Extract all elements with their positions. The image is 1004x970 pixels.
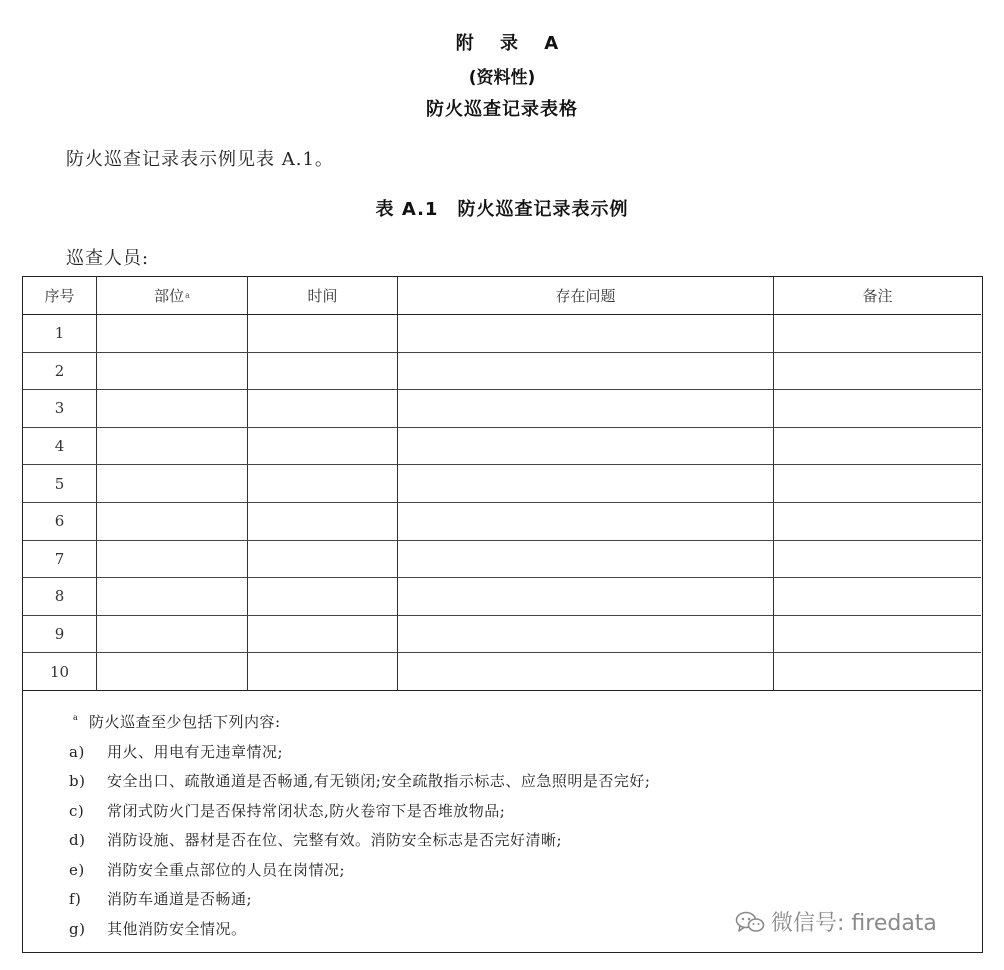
row-index: 10 [23, 653, 97, 690]
footnote-intro [69, 708, 981, 738]
row-remarks [774, 390, 981, 427]
row-location [97, 503, 248, 540]
appendix-title: 附 录 A [455, 33, 569, 54]
footnote-item-text: 常闭式防火门是否保持常闭状态,防火卷帘下是否堆放物品; [107, 801, 506, 820]
row-remarks [774, 353, 981, 390]
table-row [23, 390, 981, 428]
row-issues [398, 390, 774, 427]
row-index: 3 [23, 390, 97, 427]
row-time [248, 353, 398, 390]
appendix-type: (资料性) [468, 68, 536, 88]
row-index: 1 [23, 315, 97, 352]
footnote-item [69, 767, 981, 797]
table-row [23, 578, 981, 616]
footnote-item-mark: d) [69, 831, 86, 849]
row-location [97, 578, 248, 615]
table-row [23, 503, 981, 541]
table-row [23, 315, 981, 353]
table-row [23, 653, 981, 691]
row-issues [398, 465, 774, 502]
header-time: 时间 [248, 277, 398, 314]
row-remarks [774, 653, 981, 690]
row-time [248, 578, 398, 615]
row-location [97, 541, 248, 578]
footnote-item-mark: c) [69, 801, 85, 820]
footnote-item-mark: a) [69, 742, 85, 761]
footnote-item-text: 安全出口、疏散通道是否畅通,有无锁闭;安全疏散指示标志、应急照明是否完好; [107, 772, 651, 790]
footnote-item [69, 738, 981, 768]
watermark [735, 906, 937, 937]
row-index: 4 [23, 428, 97, 465]
table-row [23, 353, 981, 391]
wechat-icon [735, 910, 765, 934]
row-location [97, 353, 248, 390]
row-time [248, 428, 398, 465]
row-location [97, 315, 248, 352]
watermark-text: 微信号: firedata [771, 911, 937, 936]
row-remarks [774, 616, 981, 653]
table-header-row [23, 277, 981, 315]
footnote-item-mark: e) [69, 860, 85, 879]
row-remarks [774, 503, 981, 540]
row-index: 7 [23, 541, 97, 578]
footnote-item-text: 消防车通道是否畅通; [107, 890, 253, 908]
header-remarks: 备注 [862, 287, 893, 305]
footnote-item [69, 826, 981, 856]
row-issues [398, 503, 774, 540]
row-issues [398, 541, 774, 578]
row-location [97, 465, 248, 502]
footnote-item-text: 消防安全重点部位的人员在岗情况; [107, 860, 346, 879]
table-row [23, 616, 981, 654]
header-issues: 存在问题 [398, 277, 774, 314]
row-issues [398, 578, 774, 615]
table-row [23, 465, 981, 503]
row-time [248, 616, 398, 653]
row-remarks [774, 578, 981, 615]
appendix-name: 防火巡查记录表格 [426, 99, 578, 120]
row-time [248, 315, 398, 352]
patrol-record-table [22, 276, 983, 953]
header-index: 序号 [23, 277, 97, 314]
row-index: 2 [23, 353, 97, 390]
row-issues [398, 428, 774, 465]
row-time [248, 503, 398, 540]
row-issues [398, 653, 774, 690]
footnote-item-text: 其他消防安全情况。 [107, 919, 247, 938]
footnote-item-mark: f) [69, 890, 82, 908]
intro-text: 防火巡查记录表示例见表 A.1。 [66, 149, 334, 170]
footnote-item-text: 消防设施、器材是否在位、完整有效。消防安全标志是否完好清晰; [107, 831, 563, 849]
row-index: 6 [23, 503, 97, 540]
footnote-item-mark: b) [69, 772, 86, 790]
row-time [248, 465, 398, 502]
header-location-footnote-mark: a [185, 291, 190, 300]
table-row [23, 428, 981, 466]
row-location [97, 616, 248, 653]
row-remarks [774, 315, 981, 352]
row-time [248, 653, 398, 690]
table-caption: 表 A.1 防火巡查记录表示例 [375, 199, 629, 220]
row-time [248, 390, 398, 427]
patrol-staff-label: 巡查人员: [66, 248, 150, 269]
header-location-label: 部位 [154, 287, 185, 305]
footnote-item-mark: g) [69, 919, 86, 938]
row-index: 8 [23, 578, 97, 615]
table-row [23, 541, 981, 579]
footnote-item-text: 用火、用电有无违章情况; [107, 742, 284, 761]
row-issues [398, 353, 774, 390]
footnote-item [69, 856, 981, 886]
row-location [97, 390, 248, 427]
footnote-intro-text: 防火巡查至少包括下列内容: [89, 713, 281, 731]
row-index: 5 [23, 465, 97, 502]
row-remarks [774, 428, 981, 465]
row-time [248, 541, 398, 578]
row-index: 9 [23, 616, 97, 653]
footnote-mark: a [73, 713, 79, 722]
footnote-item [69, 797, 981, 827]
header-location [97, 277, 248, 314]
row-location [97, 428, 248, 465]
row-remarks [774, 465, 981, 502]
row-issues [398, 616, 774, 653]
row-issues [398, 315, 774, 352]
row-location [97, 653, 248, 690]
row-remarks [774, 541, 981, 578]
